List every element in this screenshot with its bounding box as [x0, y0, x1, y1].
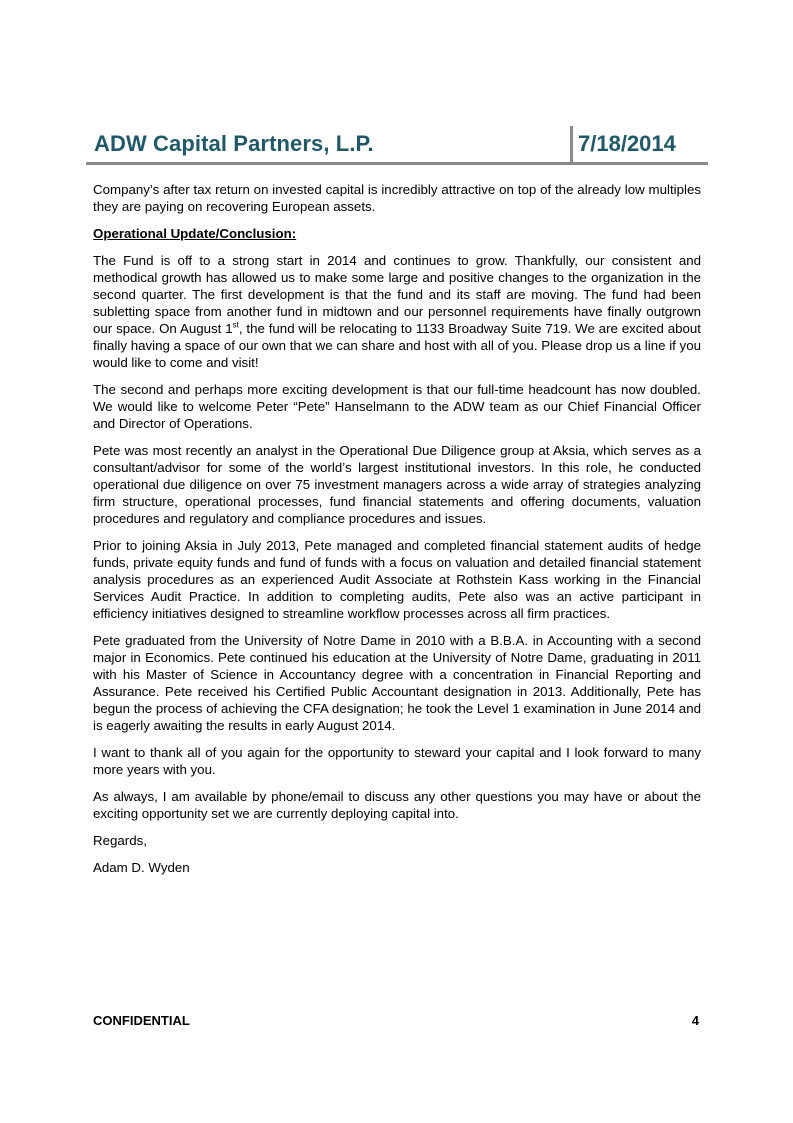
page-number: 4	[691, 1013, 699, 1028]
header-divider	[570, 126, 573, 162]
intro-paragraph: Company’s after tax return on invested capital is incredibly attractive on top of the already low multiples they are paying on recovering European assets.	[93, 182, 701, 214]
closing: Regards,	[93, 833, 147, 848]
paragraph-aksia: Pete was most recently an analyst in the Operational Due Diligence group at Aksia, which serves as a consultant/advisor for some of the world’s largest institutional investors. In this role, he conducted operational due diligence on over 75 investment managers across a wide array of strategies analyzing firm structure, operational processes, fund financial statements and offering documents, valuation procedures and regulatory and compliance procedures and issues.	[93, 443, 701, 526]
paragraph-headcount: The second and perhaps more exciting development is that our full-time headcount has now doubled. We would like to welcome Peter “Pete” Hanselmann to the ADW team as our Chief Financial Officer and Director of Operations.	[93, 382, 701, 431]
paragraph-education: Pete graduated from the University of Notre Dame in 2010 with a B.B.A. in Accounting with a second major in Economics. Pete continued his education at the University of Notre Dame, graduating in 2011 with his Master of Science in Accountancy degree with a concentration in Financial Reporting and Assurance. Pete received his Certified Public Accountant designation in 2013. Additionally, Pete has begun the process of achieving the CFA designation; he took the Level 1 examination in June 2014 and is eagerly awaiting the results in early August 2014.	[93, 633, 701, 733]
letter-body	[93, 181, 701, 886]
ordinal-superscript: st	[232, 320, 239, 330]
header-rule	[86, 162, 708, 165]
paragraph-relocation	[93, 252, 701, 371]
paragraph-prior-experience: Prior to joining Aksia in July 2013, Pete managed and completed financial statement audits of hedge funds, private equity funds and fund of funds with a focus on valuation and detailed financial statement analysis procedures as an experienced Audit Associate at Rothstein Kass working in the Financial Services Audit Practice. In addition to completing audits, Pete also was an active participant in efficiency initiatives designed to streamline workflow processes across all firm practices.	[93, 538, 701, 621]
paragraph-thanks: I want to thank all of you again for the opportunity to steward your capital and I look forward to many more years with you.	[93, 745, 701, 777]
paragraph-text: The Fund is off to a strong start in 2014 and continues to grow. Thankfully, our consistent and methodical growth has allowed us to make some large and positive changes to the organization in the second quarter. The first development is that the fund and its staff are moving. The fund had been subletting space from another fund in midtown and our personnel requirements have finally outgrown our space. On August 1	[93, 253, 701, 336]
page-header	[86, 126, 708, 164]
confidential-label: CONFIDENTIAL	[93, 1013, 190, 1028]
letter-date: 7/18/2014	[578, 131, 676, 156]
section-heading: Operational Update/Conclusion:	[93, 226, 297, 241]
paragraph-availability: As always, I am available by phone/email to discuss any other questions you may have or about the exciting opportunity set we are currently deploying capital into.	[93, 789, 701, 821]
signature: Adam D. Wyden	[93, 860, 190, 875]
paragraph-text: , the fund will be relocating to 1133 Broadway Suite 719. We are excited about finally having a space of our own that we can share and host with all of you. Please drop us a line if you would like to come and visit!	[93, 321, 702, 370]
firm-title: ADW Capital Partners, L.P.	[94, 131, 374, 156]
